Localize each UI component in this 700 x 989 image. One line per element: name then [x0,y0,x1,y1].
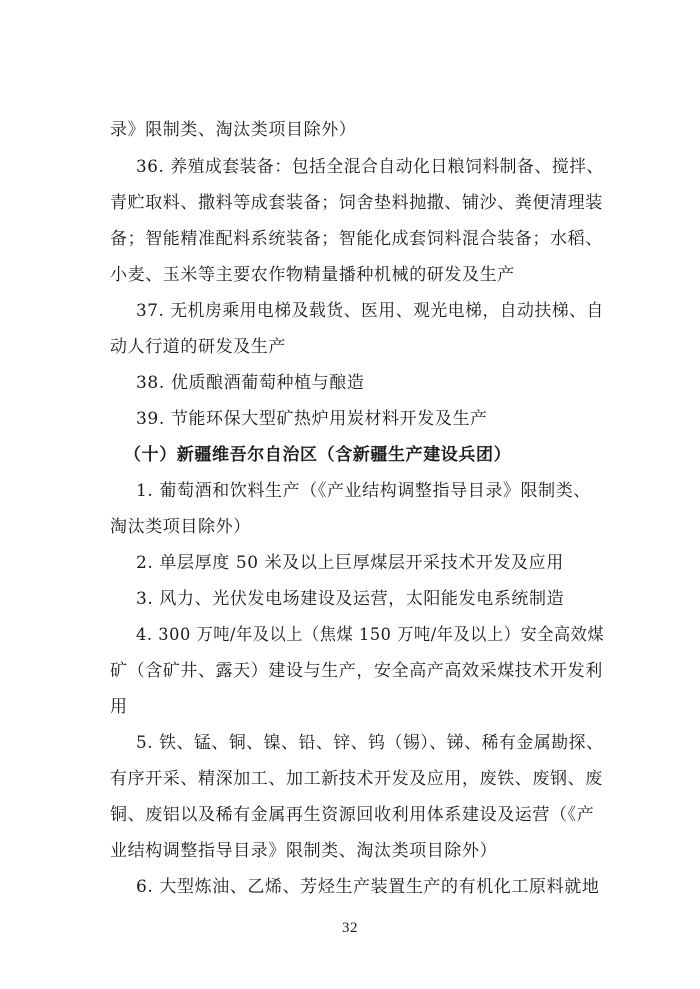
text-line [0,690,700,724]
line-text: 38. 优质酿酒葡萄种植与酿造 [136,373,365,393]
text-line [0,294,700,328]
line-text: 录》限制类、淘汰类项目除外） [110,120,357,140]
line-text: 39. 节能环保大型矿热炉用炭材料开发及生产 [136,409,488,429]
text-line [0,330,700,364]
line-text: 37. 无机房乘用电梯及载货、医用、观光电梯，自动扶梯、自 [136,301,604,321]
line-text: 青贮取料、撒料等成套装备；饲舍垫料抛撒、铺沙、粪便清理装 [110,193,603,213]
line-text: 3. 风力、光伏发电场建设及运营，太阳能发电系统制造 [136,589,565,609]
text-line [0,510,700,544]
text-line [0,726,700,760]
line-text: 业结构调整指导目录》限制类、淘汰类项目除外） [110,841,498,861]
text-line [0,366,700,400]
line-text: 备；智能精准配料系统装备；智能化成套饲料混合装备；水稻、 [110,229,603,249]
section-heading [0,438,700,472]
text-line [0,150,700,184]
line-text: 动人行道的研发及生产 [110,337,286,357]
text-line [0,582,700,616]
text-line [0,222,700,256]
line-text: 36. 养殖成套装备：包括全混合自动化日粮饲料制备、搅拌、 [136,157,604,177]
line-text: 淘汰类项目除外） [110,517,251,537]
line-text: 6. 大型炼油、乙烯、芳烃生产装置生产的有机化工原料就地 [136,877,600,897]
text-line [0,546,700,580]
line-text: 2. 单层厚度 50 米及以上巨厚煤层开采技术开发及应用 [136,553,564,573]
line-text: 有序开采、精深加工、加工新技术开发及应用，废铁、废钢、废 [110,769,603,789]
text-line [0,258,700,292]
line-text: 铜、废铝以及稀有金属再生资源回收利用体系建设及运营（《产 [110,805,595,825]
line-text: 用 [110,697,128,717]
text-line [0,654,700,688]
line-text: 1. 葡萄酒和饮料生产（《产业结构调整指导目录》限制类、 [136,481,591,501]
text-line [0,113,700,147]
line-text: 5. 铁、锰、铜、镍、铅、锌、钨（锡）、锑、稀有金属勘探、 [136,733,604,753]
text-line [0,798,700,832]
text-line [0,186,700,220]
text-line [0,834,700,868]
text-line [0,474,700,508]
text-line [0,870,700,904]
text-line [0,762,700,796]
text-line [0,402,700,436]
line-text: 矿（含矿井、露天）建设与生产，安全高产高效采煤技术开发利 [110,661,603,681]
line-text: 小麦、玉米等主要农作物精量播种机械的研发及生产 [110,265,515,285]
page-number: 32 [342,920,358,936]
text-line [0,618,700,652]
section-heading-text: （十）新疆维吾尔自治区（含新疆生产建设兵团） [124,445,512,465]
line-text: 4. 300 万吨/年及以上（焦煤 150 万吨/年及以上）安全高效煤 [136,625,605,645]
